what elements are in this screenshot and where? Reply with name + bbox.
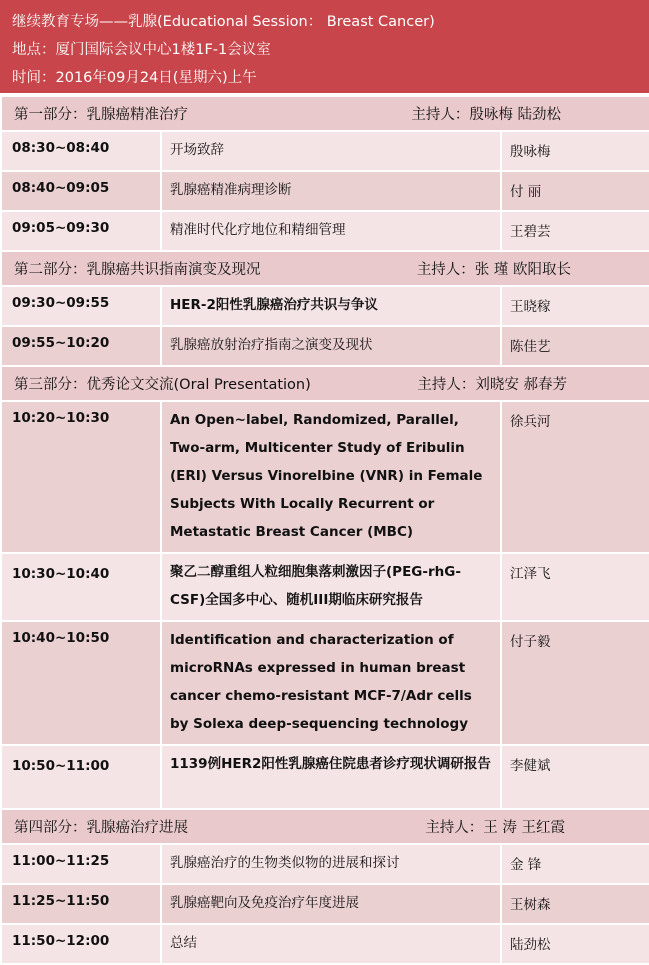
item-topic: 总结 <box>161 924 501 964</box>
item-time: 09:55~10:20 <box>1 326 161 366</box>
item-topic: 聚乙二醇重组人粒细胞集落刺激因子(PEG-rhG-CSF)全国多中心、随机III期临床研究报告 <box>161 553 501 621</box>
table-row <box>1 553 649 621</box>
item-topic: 乳腺癌精准病理诊断 <box>161 171 501 211</box>
item-time: 10:40~10:50 <box>1 621 161 745</box>
table-row <box>1 745 649 809</box>
item-time: 09:30~09:55 <box>1 286 161 326</box>
section-host: 主持人：王 涛 王红霞 <box>425 820 566 836</box>
item-speaker: 殷咏梅 <box>501 131 649 171</box>
section-title: 第三部分：优秀论文交流(Oral Presentation) <box>14 377 311 393</box>
item-topic: 精准时代化疗地位和精细管理 <box>161 211 501 251</box>
item-topic: HER-2阳性乳腺癌治疗共识与争议 <box>161 286 501 326</box>
item-time: 11:50~12:00 <box>1 924 161 964</box>
item-time: 10:30~10:40 <box>1 553 161 621</box>
table-row <box>1 401 649 553</box>
item-time: 08:40~09:05 <box>1 171 161 211</box>
item-topic: 乳腺癌放射治疗指南之演变及现状 <box>161 326 501 366</box>
item-topic: An Open~label, Randomized, Parallel, Two-arm, Multicenter Study of Eribulin (ERI) Versus Vinorelbine (VNR) in Female Subjects With Locally Recurrent or Metastatic Breast Cancer (MBC) <box>161 401 501 553</box>
item-time: 08:30~08:40 <box>1 131 161 171</box>
session-location: 地点：厦门国际会议中心1楼1F-1会议室 <box>12 42 271 58</box>
item-time: 11:00~11:25 <box>1 844 161 884</box>
section-title: 第二部分：乳腺癌共识指南演变及现况 <box>14 262 261 278</box>
item-topic: Identification and characterization of microRNAs expressed in human breast cancer chemo-resistant MCF-7/Adr cells by Solexa deep-sequencing technology <box>161 621 501 745</box>
item-topic: 乳腺癌治疗的生物类似物的进展和探讨 <box>161 844 501 884</box>
section-host: 主持人：殷咏梅 陆劲松 <box>411 107 562 123</box>
session-header <box>0 0 649 95</box>
session-time: 时间：2016年09月24日(星期六)上午 <box>12 70 257 86</box>
table-row <box>1 171 649 211</box>
item-speaker: 王碧芸 <box>501 211 649 251</box>
section-host: 主持人：张 瑾 欧阳取长 <box>416 262 572 278</box>
item-speaker: 江泽飞 <box>501 553 649 621</box>
section-row <box>1 251 649 286</box>
item-speaker: 付子毅 <box>501 621 649 745</box>
table-row <box>1 884 649 924</box>
item-speaker: 付 丽 <box>501 171 649 211</box>
item-topic: 开场致辞 <box>161 131 501 171</box>
item-speaker: 王晓稼 <box>501 286 649 326</box>
item-topic: 乳腺癌靶向及免疫治疗年度进展 <box>161 884 501 924</box>
item-speaker: 陆劲松 <box>501 924 649 964</box>
item-speaker: 陈佳艺 <box>501 326 649 366</box>
table-row <box>1 326 649 366</box>
section-row <box>1 809 649 844</box>
section-row <box>1 96 649 131</box>
item-speaker: 李健斌 <box>501 745 649 809</box>
table-row <box>1 131 649 171</box>
session-title: 继续教育专场——乳腺(Educational Session： Breast Cancer) <box>12 14 435 30</box>
item-topic: 1139例HER2阳性乳腺癌住院患者诊疗现状调研报告 <box>161 745 501 809</box>
schedule-table <box>0 95 649 965</box>
table-row <box>1 621 649 745</box>
item-time: 10:20~10:30 <box>1 401 161 553</box>
item-time: 09:05~09:30 <box>1 211 161 251</box>
item-time: 10:50~11:00 <box>1 745 161 809</box>
item-speaker: 金 锋 <box>501 844 649 884</box>
table-row <box>1 924 649 964</box>
item-speaker: 王树森 <box>501 884 649 924</box>
item-time: 11:25~11:50 <box>1 884 161 924</box>
table-row <box>1 211 649 251</box>
section-host: 主持人：刘晓安 郝春芳 <box>417 377 568 393</box>
section-title: 第一部分：乳腺癌精准治疗 <box>14 107 188 123</box>
section-row <box>1 366 649 401</box>
item-speaker: 徐兵河 <box>501 401 649 553</box>
table-row <box>1 286 649 326</box>
table-row <box>1 844 649 884</box>
section-title: 第四部分：乳腺癌治疗进展 <box>14 820 188 836</box>
